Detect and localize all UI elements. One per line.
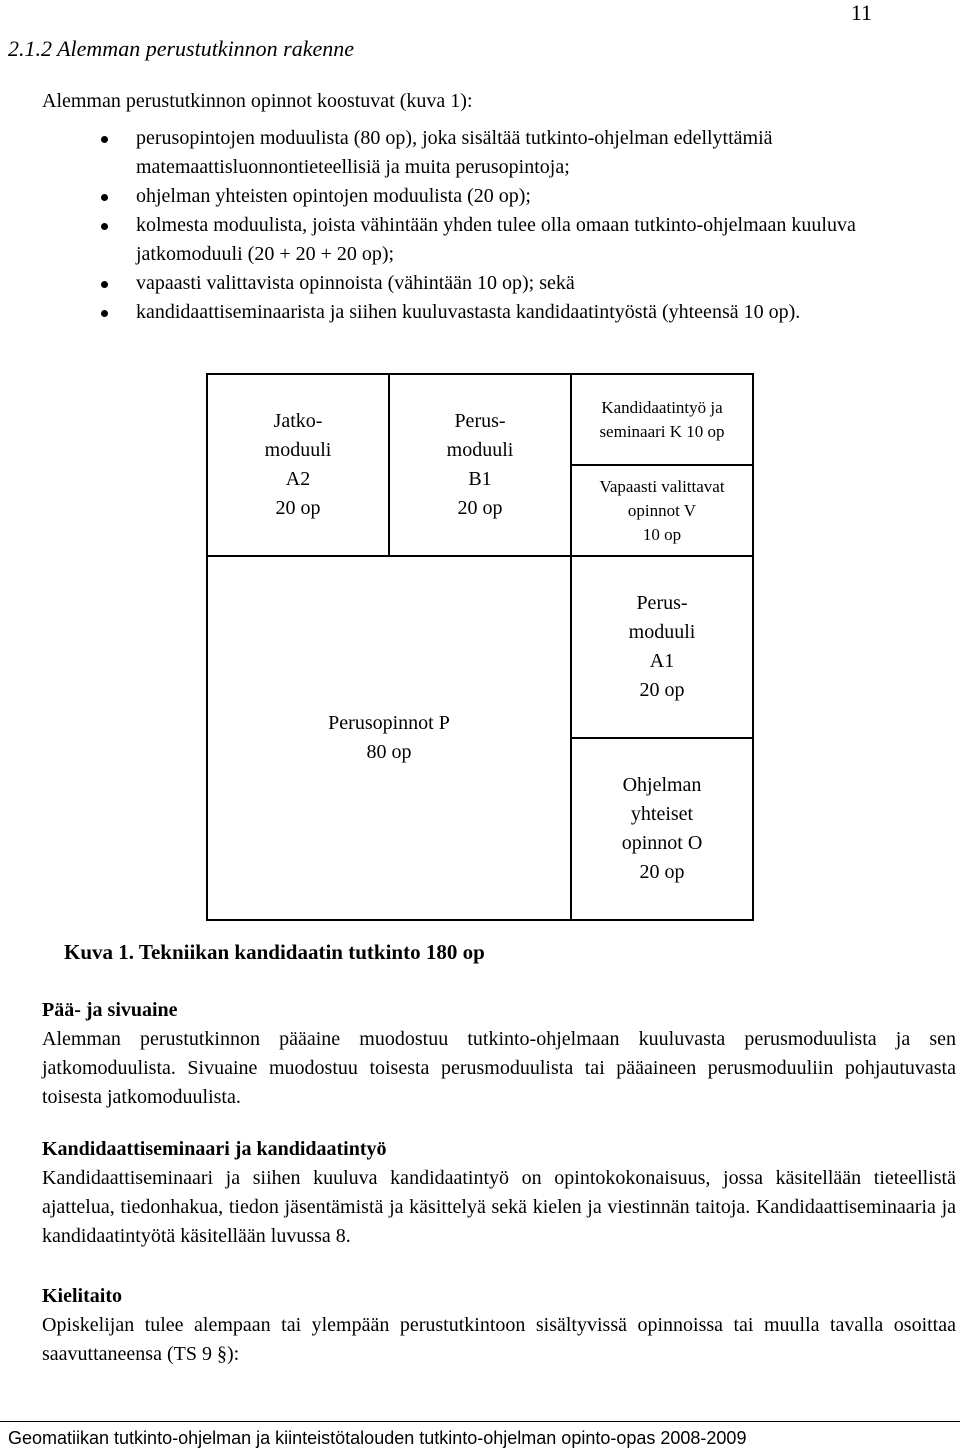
- list-item: [0, 182, 960, 211]
- bullet-icon: [101, 194, 108, 201]
- list-item: [0, 298, 960, 327]
- module-a1-box: Perus- moduuli A1 20 op: [570, 555, 754, 739]
- footer-divider: [0, 1421, 960, 1422]
- bullet-icon: [101, 136, 108, 143]
- figure-caption: Kuva 1. Tekniikan kandidaatin tutkinto 180 op: [64, 940, 485, 964]
- bullet-icon: [101, 223, 108, 230]
- section-heading: Kielitaito: [42, 1285, 122, 1307]
- list-item-text: perusopintojen moduulista (80 op), joka sisältää tutkinto-ohjelman edellyttämiä matemaattisluonnontieteellisiä ja muita perusopintoja;: [136, 127, 773, 178]
- list-item-text: vapaasti valittavista opinnoista (vähintään 10 op); sekä: [136, 272, 575, 294]
- common-studies-box: Ohjelman yhteiset opinnot O 20 op: [570, 737, 754, 921]
- free-electives-box: Vapaasti valittavat opinnot V 10 op: [570, 464, 754, 557]
- basic-studies-box: Perusopinnot P 80 op: [206, 555, 572, 921]
- section-major-minor: [42, 996, 956, 1112]
- bullet-list: [0, 124, 960, 327]
- list-item: [0, 211, 960, 269]
- intro-text: Alemman perustutkinnon opinnot koostuvat (kuva 1):: [42, 90, 473, 112]
- section-title: 2.1.2 Alemman perustutkinnon rakenne: [8, 36, 355, 61]
- list-item-text: ohjelman yhteisten opintojen moduulista (20 op);: [136, 185, 531, 207]
- section-language-skills: [42, 1282, 956, 1369]
- thesis-seminar-box: Kandidaatintyö ja seminaari K 10 op: [570, 373, 754, 466]
- list-item: [0, 124, 960, 182]
- list-item-text: kandidaattiseminaarista ja siihen kuuluvastasta kandidaatintyöstä (yhteensä 10 op).: [136, 301, 801, 323]
- section-seminar-thesis: [42, 1135, 956, 1251]
- module-a2-box: Jatko- moduuli A2 20 op: [206, 373, 390, 557]
- bullet-icon: [101, 310, 108, 317]
- bullet-icon: [101, 281, 108, 288]
- module-b1-box: Perus- moduuli B1 20 op: [388, 373, 572, 557]
- section-text: Alemman perustutkinnon pääaine muodostuu tutkinto-ohjelmaan kuuluvasta perusmoduulista ja sen jatkomoduulista. Sivuaine muodostuu toisesta perusmoduulista tai pääaineen perusmoduuliin pohjautuvasta toisesta jatkomoduulista.: [42, 1028, 956, 1108]
- list-item: [0, 269, 960, 298]
- section-heading: Pää- ja sivuaine: [42, 999, 178, 1021]
- section-text: Kandidaattiseminaari ja siihen kuuluva kandidaatintyö on opintokokonaisuus, jossa käsitellään tieteellistä ajattelua, tiedonhakua, tiedon jäsentämistä ja käsittelyä sekä kielen ja viestinnän taitoja. Kandidaattiseminaaria ja kandidaatintyötä käsitellään luvussa 8.: [42, 1167, 956, 1247]
- list-item-text: kolmesta moduulista, joista vähintään yhden tulee olla omaan tutkinto-ohjelmaan kuuluva jatkomoduuli (20 + 20 + 20 op);: [136, 214, 856, 265]
- page-footer: Geomatiikan tutkinto-ohjelman ja kiinteistötalouden tutkinto-ohjelman opinto-opas 2008-2009: [8, 1428, 747, 1448]
- section-text: Opiskelijan tulee alempaan tai ylempään perustutkintoon sisältyvissä opinnoissa tai muulla tavalla osoittaa saavuttaneensa (TS 9 §):: [42, 1314, 956, 1365]
- degree-structure-diagram: [206, 373, 754, 921]
- page-number: 11: [850, 0, 872, 25]
- section-heading: Kandidaattiseminaari ja kandidaatintyö: [42, 1138, 387, 1160]
